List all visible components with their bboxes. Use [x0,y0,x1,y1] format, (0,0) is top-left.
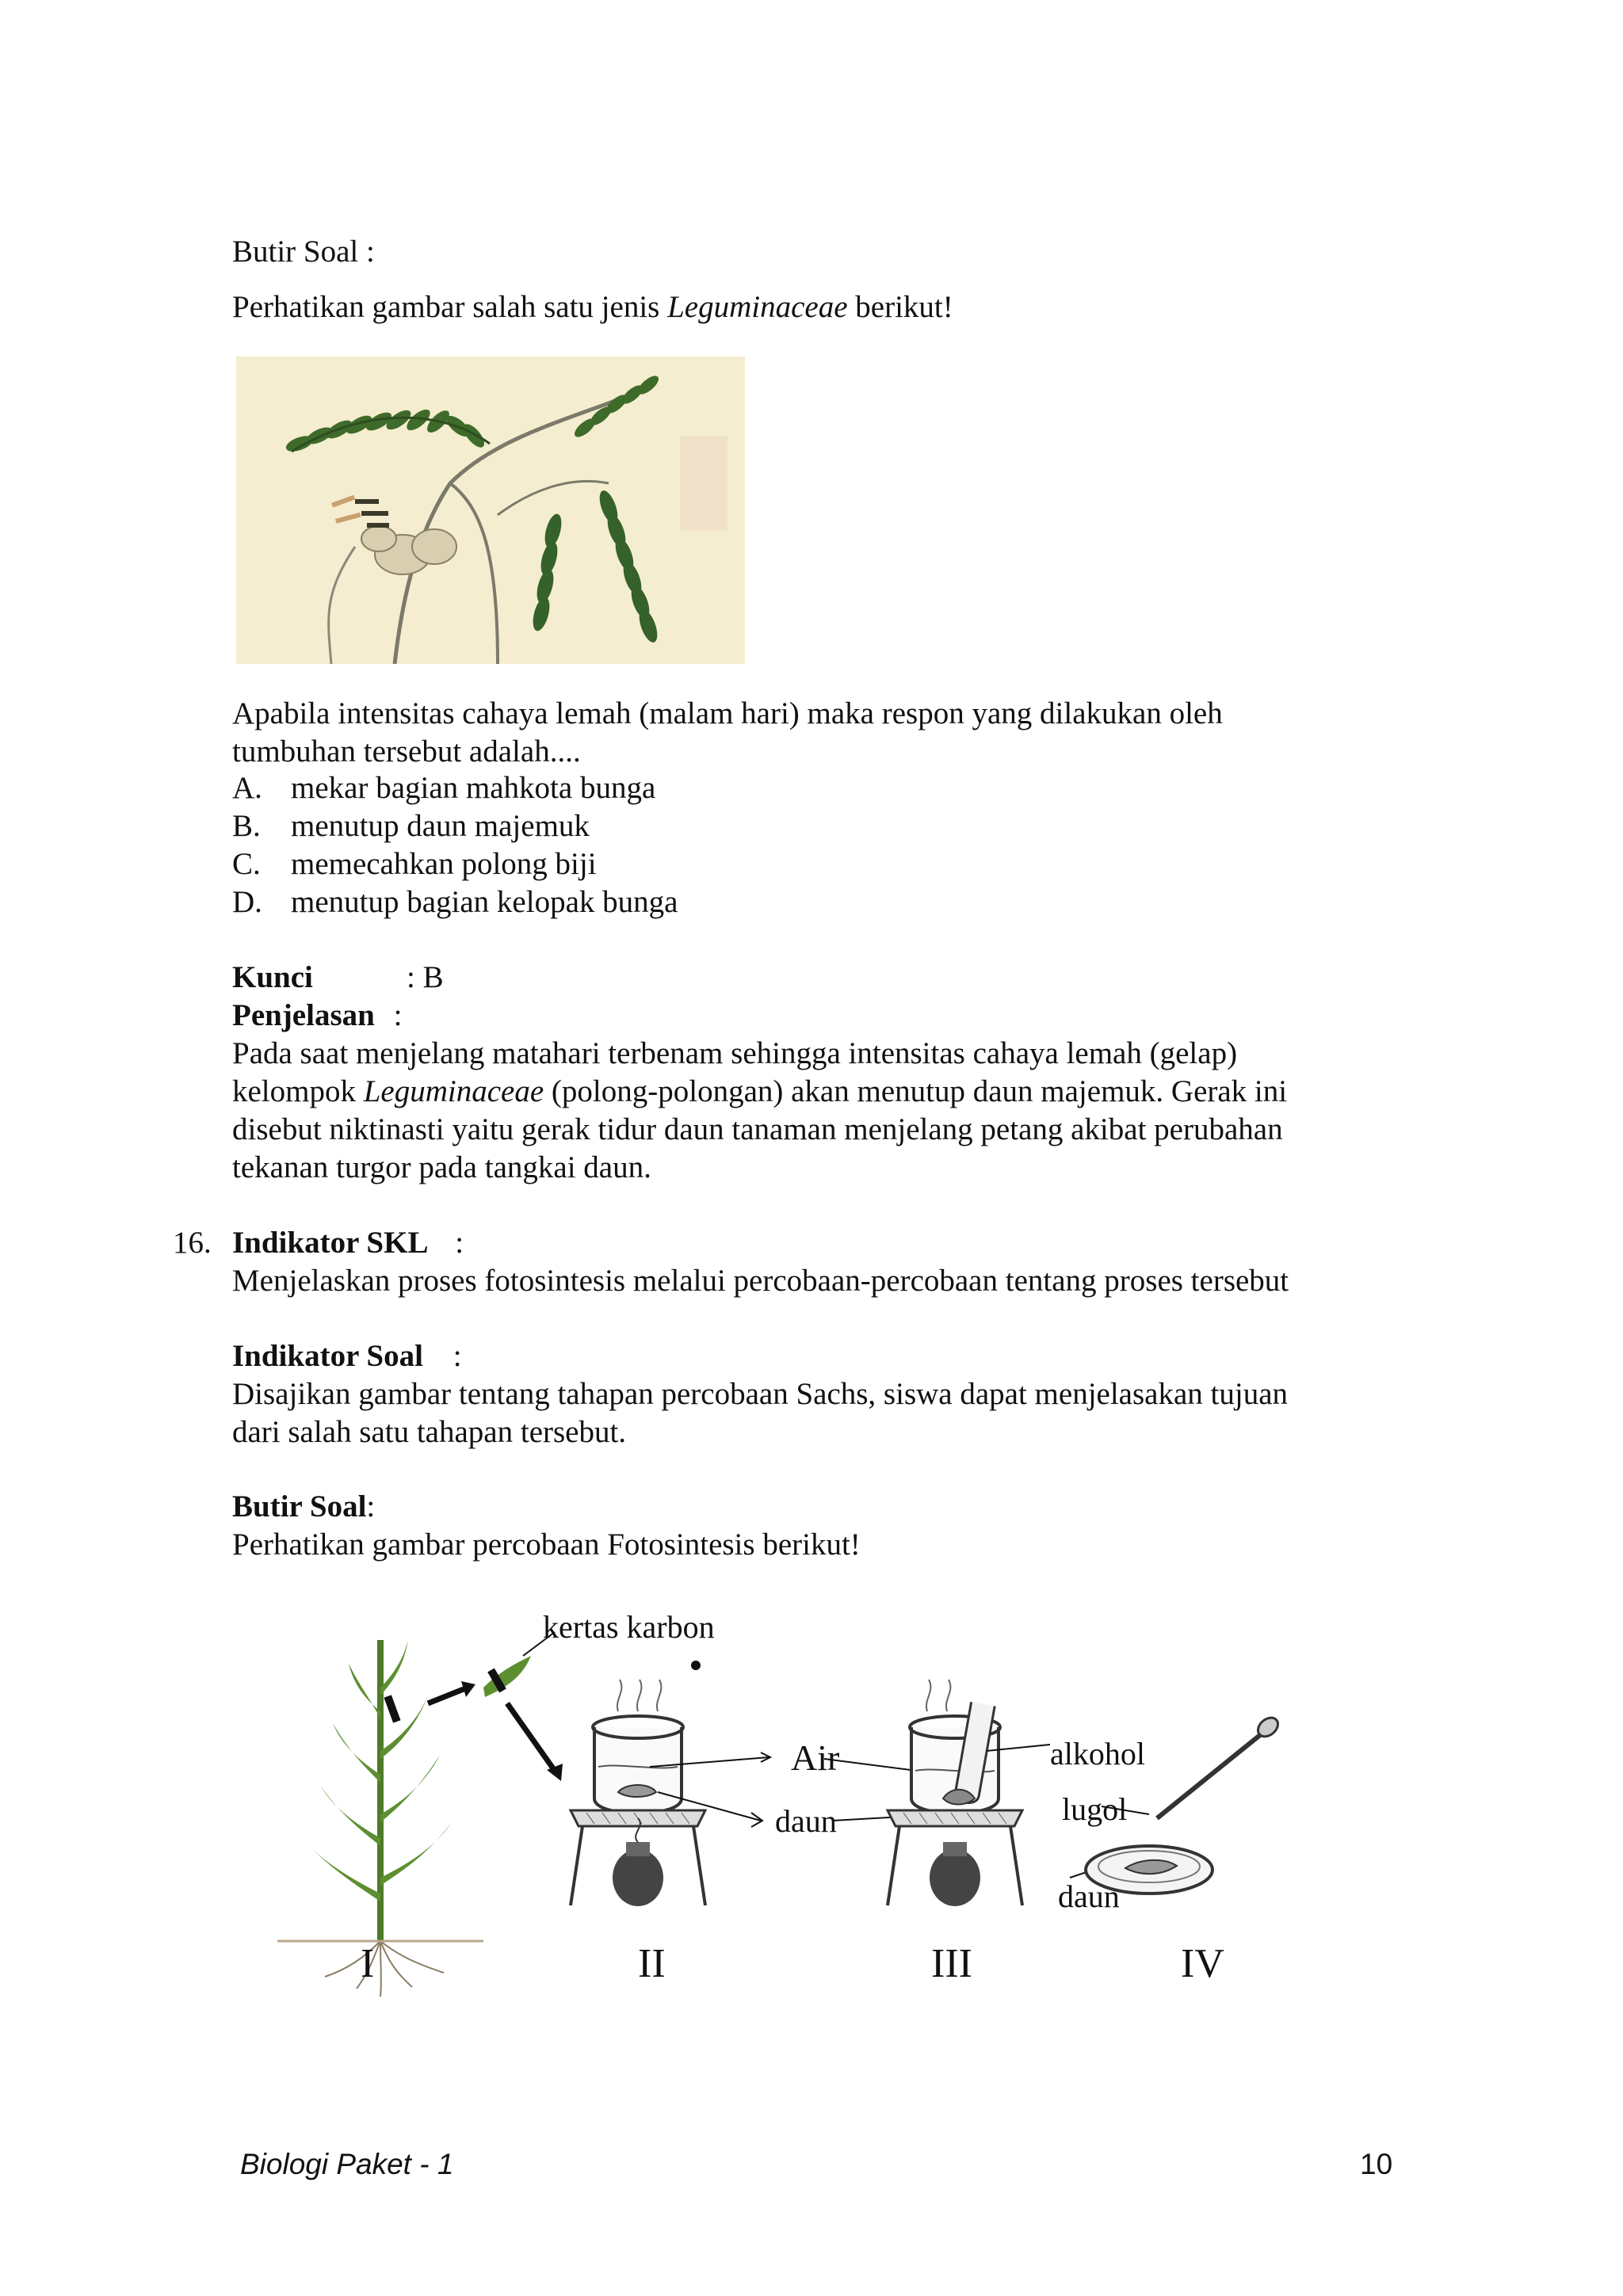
explanation-line-4: tekanan turgor pada tangkai daun. [232,1150,651,1184]
stage-label-ii: II [638,1941,666,1986]
question-number: 16. [173,1226,212,1260]
question-line-1: Apabila intensitas cahaya lemah (malam hari) maka respon yang dilakukan oleh [232,696,1223,730]
option-a [232,769,655,807]
butir-soal-label-16: Butir Soal [232,1489,367,1524]
butir-soal-label: Butir Soal : [232,235,375,269]
label-lugol: lugol [1062,1791,1128,1827]
option-text: menutup bagian kelopak bunga [291,885,678,919]
intro-text-end: berikut! [847,290,953,324]
explanation-line-2 [232,1073,1287,1111]
label-alkohol: alkohol [1050,1736,1145,1772]
option-letter: C. [232,847,261,881]
penjelasan-label: Penjelasan [232,998,375,1032]
stage-label-iii: III [931,1941,972,1986]
skl-row [232,1224,464,1262]
question-intro [232,288,953,326]
option-c [232,845,597,883]
label-daun-1: daun [775,1803,837,1839]
penjelasan-colon: : [393,998,403,1032]
kunci-row [232,959,444,997]
explanation-italic: Leguminaceae [363,1074,544,1108]
kunci-value: : B [407,960,444,994]
alcohol-bath-icon [888,1680,1022,1906]
butir-soal-colon: : [366,1489,376,1524]
footer-title: Biologi Paket - 1 [240,2148,454,2180]
indikator-soal-colon: : [453,1339,462,1373]
butir-soal-row [232,1488,375,1526]
sachs-experiment-figure [277,1608,1308,2020]
label-air: Air [791,1737,840,1778]
page-number: 10 [1360,2148,1393,2180]
mimosa-plant-drawing [236,357,745,664]
option-letter: B. [232,809,261,843]
option-text: menutup daun majemuk [291,809,590,843]
option-letter: D. [232,885,262,919]
skl-colon: : [455,1226,464,1260]
indikator-soal-line-2: dari salah satu tahapan tersebut. [232,1415,627,1449]
explanation-line-1: Pada saat menjelang matahari terbenam sehingga intensitas cahaya lemah (gelap) [232,1036,1238,1070]
skl-label: Indikator SKL [232,1226,429,1260]
leguminaceae-illustration [236,357,745,664]
label-daun-2: daun [1058,1878,1120,1914]
intro-text: Perhatikan gambar salah satu jenis [232,290,668,324]
stage-label-iv: IV [1181,1941,1224,1986]
option-text: memecahkan polong biji [291,847,597,881]
intro-italic: Leguminaceae [667,290,848,324]
indikator-soal-label: Indikator Soal [232,1339,423,1373]
penjelasan-row [232,997,402,1035]
butir-soal-text: Perhatikan gambar percobaan Fotosintesis berikut! [232,1527,861,1562]
option-letter: A. [232,771,262,805]
label-kertas-karbon: kertas karbon [543,1609,715,1645]
option-text: mekar bagian mahkota bunga [291,771,656,805]
option-b [232,807,590,845]
water-bath-icon [571,1680,705,1906]
question-line-2: tumbuhan tersebut adalah.... [232,734,581,769]
explanation-line-3: disebut niktinasti yaitu gerak tidur daun tanaman menjelang petang akibat perubahan [232,1112,1283,1146]
stage-label-i: I [361,1941,375,1986]
indikator-soal-line-1: Disajikan gambar tentang tahapan percobaan Sachs, siswa dapat menjelasakan tujuan [232,1377,1289,1411]
explanation-text: kelompok [232,1074,364,1108]
kunci-label: Kunci [232,960,313,994]
skl-text: Menjelaskan proses fotosintesis melalui percobaan-percobaan tentang proses tersebut [232,1264,1289,1298]
option-d [232,883,678,921]
explanation-text-end: (polong-polongan) akan menutup daun majemuk. Gerak ini [544,1074,1288,1108]
indikator-soal-row [232,1337,462,1375]
